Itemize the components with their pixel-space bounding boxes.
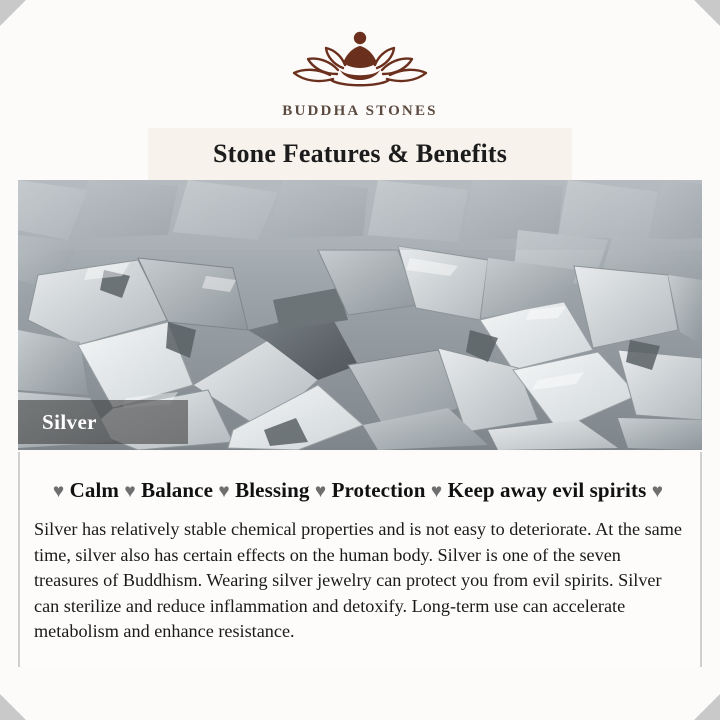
heart-icon: ♥ xyxy=(430,481,443,502)
corner-decoration-bottom-left xyxy=(0,694,26,720)
heart-icon: ♥ xyxy=(218,481,230,502)
stone-description: Silver has relatively stable chemical properties and is not easy to deteriorate. At the same time, silver also has certain effects on the human body. Silver is one of the seven treasures of Buddhism. Wearing silver jewelry can protect you from evil spirits. Silver can sterilize and reduce inflammation and detoxify. Long-term use can accelerate metabolism and enhance resistance. xyxy=(34,519,682,641)
keyword-keep-away-evil-spirits: Keep away evil spirits xyxy=(447,478,647,502)
brand-name: BUDDHA STONES xyxy=(282,103,438,119)
heart-icon: ♥ xyxy=(651,481,664,502)
keyword-balance: Balance xyxy=(141,478,214,502)
keyword-calm: Calm xyxy=(69,478,120,502)
heart-icon: ♥ xyxy=(314,481,327,502)
heart-icon: ♥ xyxy=(124,481,136,502)
brand-header xyxy=(0,24,720,120)
lotus-meditation-icon xyxy=(0,24,720,101)
heart-icon: ♥ xyxy=(52,481,65,502)
section-title-band xyxy=(148,128,572,180)
stone-name-badge xyxy=(18,400,188,444)
stone-name: Silver xyxy=(42,409,97,434)
benefit-keywords xyxy=(34,478,682,503)
keyword-blessing: Blessing xyxy=(235,478,310,502)
corner-decoration-top-right xyxy=(694,0,720,26)
corner-decoration-top-left xyxy=(0,0,26,26)
page-title: Stone Features & Benefits xyxy=(212,139,508,168)
corner-decoration-bottom-right xyxy=(694,694,720,720)
keyword-protection: Protection xyxy=(331,478,426,502)
benefits-content xyxy=(18,452,702,667)
